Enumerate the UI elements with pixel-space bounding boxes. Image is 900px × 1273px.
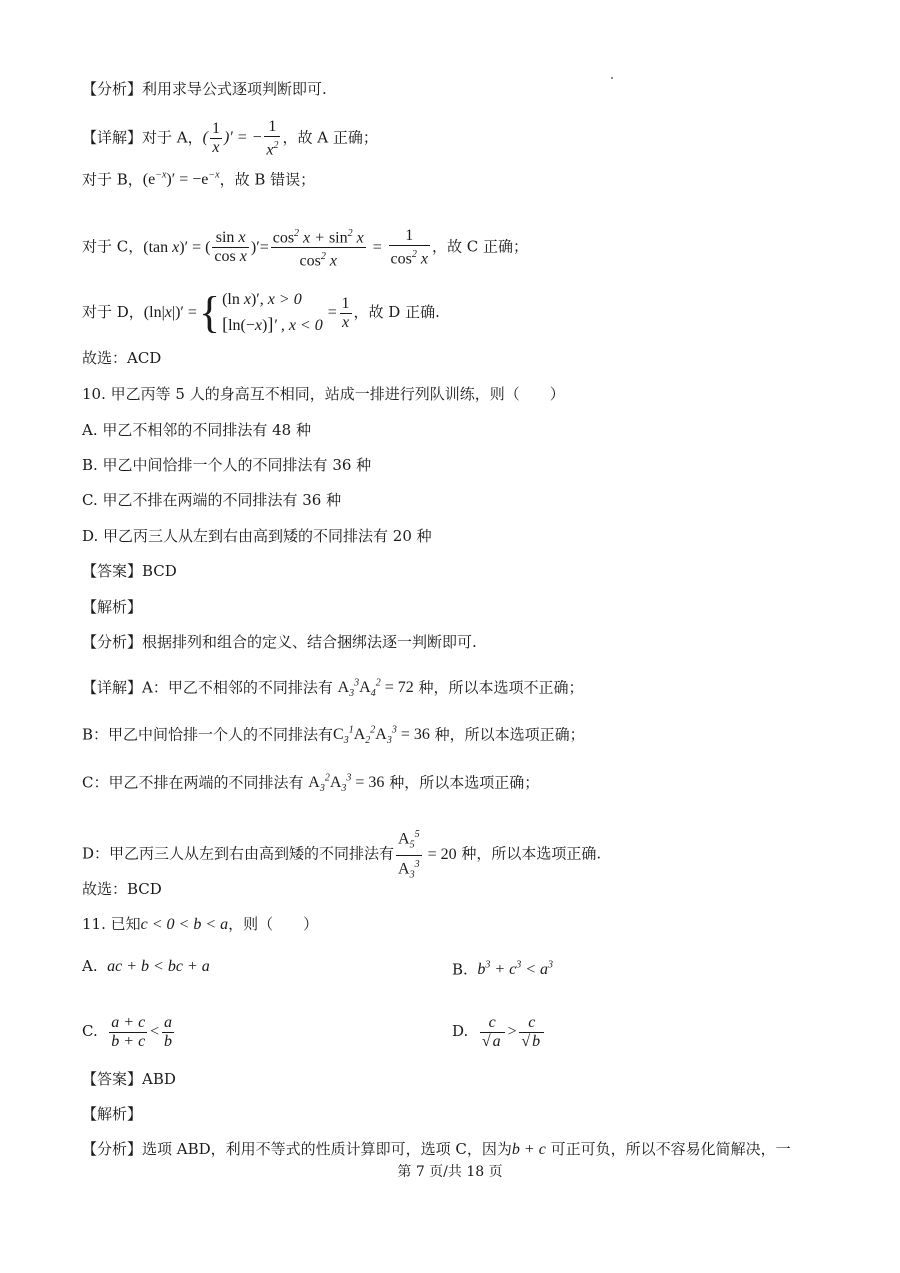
detail-9-a: 【详解】对于 A，( $\frac{1}{x}$ )′ = − $\frac{1}{x^2}$ ，故 A 正确； xyxy=(82,118,378,159)
answer-11: 【答案】ABD xyxy=(82,1070,176,1088)
question-10-option-b: B. 甲乙中间恰排一个人的不同排法有 36 种 xyxy=(82,456,372,474)
analysis-9: 【分析】利用求导公式逐项判断即可. xyxy=(82,80,327,98)
question-10-option-c: C. 甲乙不排在两端的不同排法有 36 种 xyxy=(82,491,342,509)
question-11: 11. 已知c < 0 < b < a，则（ ） xyxy=(82,915,319,933)
question-11-option-c: C. $\frac{a + c}{b + c}$ < $\frac{a}{b}$ xyxy=(82,1014,172,1050)
page-footer: 第 7 页/共 18 页 xyxy=(397,1164,503,1180)
question-11-option-a: A. ac + b < bc + a xyxy=(82,957,210,975)
question-11-option-d: D. $\frac{c}{√ a}$ > $\frac{c}{√ b}$ xyxy=(452,1014,546,1051)
analysis-10: 【分析】根据排列和组合的定义、结合捆绑法逐一判断即可. xyxy=(82,633,477,651)
detail-10-a: 【详解】A：甲乙不相邻的不同排法有 $A_3^3A_4^2 = 72$ 种，所以本选项不正确； xyxy=(82,678,584,700)
question-11-option-b: B. $b^3 + c^3 < a^3$ xyxy=(452,960,554,979)
detail-9-b: 对于 B，$(e^{-x})' = -e^{-x}$，故 B 错误； xyxy=(82,170,316,189)
question-10: 10. 甲乙丙等 5 人的身高互不相同，站成一排进行列队训练，则（ ） xyxy=(82,385,565,403)
solution-heading-11: 【解析】 xyxy=(82,1105,143,1123)
question-10-option-d: D. 甲乙丙三人从左到右由高到矮的不同排法有 20 种 xyxy=(82,527,432,545)
formula-b: $(e^{-x})' = -e^{-x}$ xyxy=(142,170,220,189)
formula-c: (tan x)′ = ( $\frac{\text{sin x}}{\text{cos x}}$ )′= $\frac{\cos^2 x + \sin^2 x}{\cos^2 x}$ = $\frac{1}{\cos^2 x}$ xyxy=(143,239,432,256)
detail-10-c: C：甲乙不排在两端的不同排法有 $A_3^2A_3^3 = 36$ 种，所以本选项正确； xyxy=(82,773,540,795)
formula-a: ( $\frac{1}{x}$ )′ = − $\frac{1}{x^2}$ xyxy=(202,118,279,159)
scan-mark xyxy=(611,77,613,79)
solution-heading-10: 【解析】 xyxy=(82,598,143,616)
detail-9-c: 对于 C，(tan x)′ = ( $\frac{\text{sin x}}{\text{cos x}}$ )′= $\frac{\cos^2 x + \sin^2 x}{\cos^2 x}$ = $\frac{1}{\cos^2 x}$ ，故 C 正确； xyxy=(82,225,528,271)
detail-10-d: D：甲乙丙三人从左到右由高到矮的不同排法有 $\frac{A_5^5}{A_3^3}$ = 20 种，所以本选项正确. xyxy=(82,826,601,884)
detail-9-d: 对于 D， (ln| x |)′ = { (ln x)′, x > 0 [ln(−x)]′ , x < 0 = $\frac{1}{x}$ ，故 D 正确. xyxy=(82,288,440,337)
selection-10: 故选：BCD xyxy=(82,880,162,898)
detail-10-b: B：甲乙中间恰排一个人的不同排法有$C_3^1A_2^2A_3^3 = 36$ 种，所以本选项正确； xyxy=(82,725,585,747)
selection-9: 故选：ACD xyxy=(82,349,162,367)
answer-10: 【答案】BCD xyxy=(82,562,177,580)
formula-d: (ln| x |)′ = { (ln x)′, x > 0 [ln(−x)]′ , x < 0 = $\frac{1}{x}$ xyxy=(143,288,350,337)
question-10-option-a: A. 甲乙不相邻的不同排法有 48 种 xyxy=(82,421,311,439)
analysis-11: 【分析】选项 ABD，利用不等式的性质计算即可，选项 C，因为b + c 可正可负，所以不容易化简解决，一 xyxy=(82,1140,791,1158)
